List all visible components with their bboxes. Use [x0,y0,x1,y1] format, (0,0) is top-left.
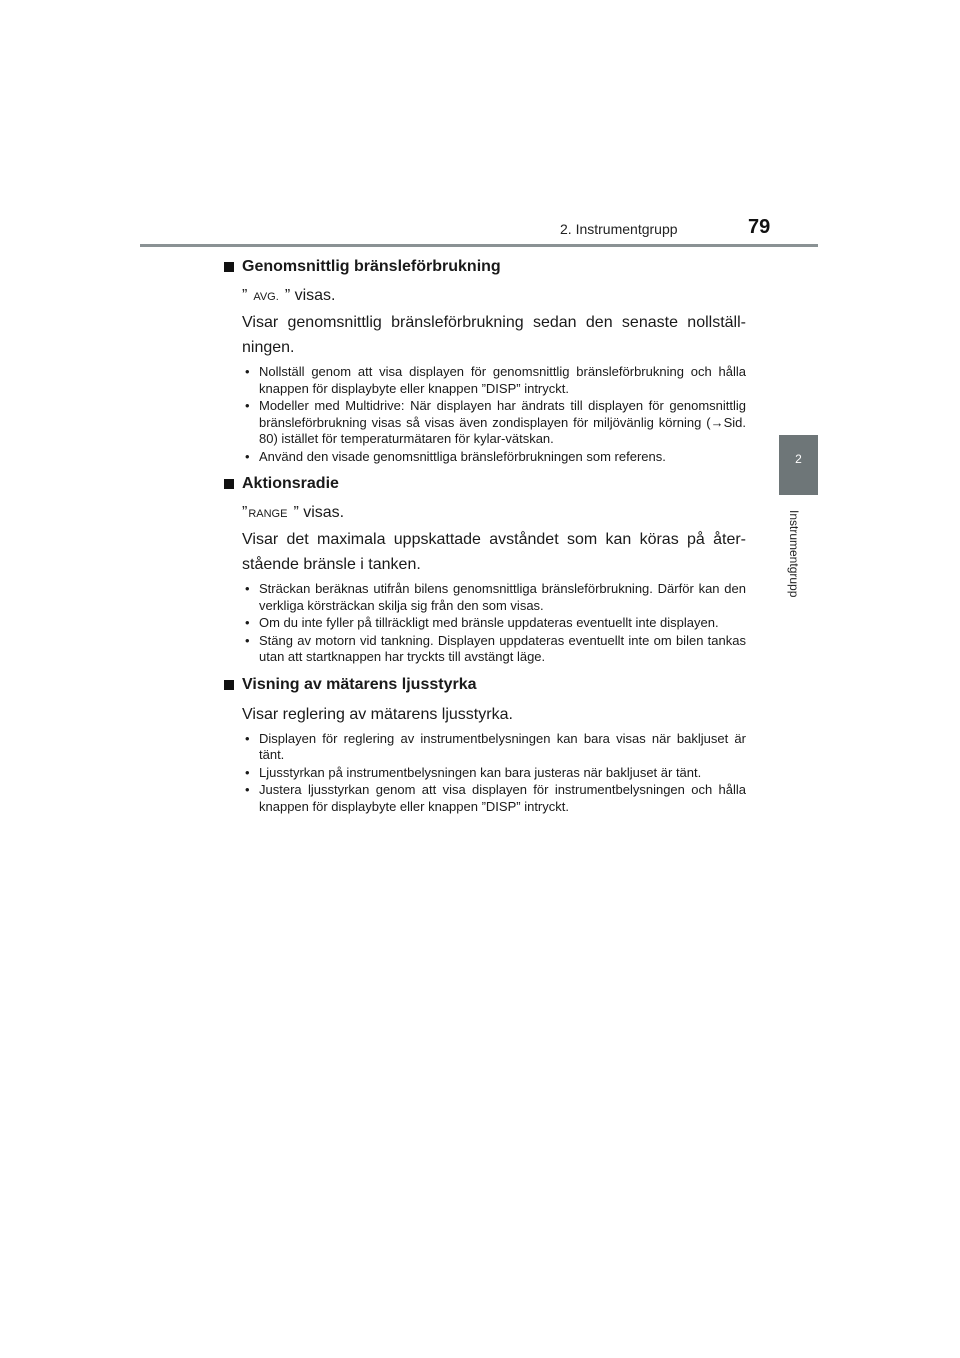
display-caption: ” visas. [284,287,336,304]
section-lead: Visar det maximala uppskattade avståndet som kan köras på åter-stående bränsle i tanken. [242,531,746,573]
quote-open: ” [242,504,248,521]
list-item: • Stäng av motorn vid tankning. Displayen uppdateras eventuellt inte om bilen tankas utan att startknappen har tryckts till avstängt läge. [242,633,746,666]
display-caption: ” visas. [293,504,345,521]
chapter-tab-number: 2 [795,452,802,466]
section-lead: Visar genomsnittlig bränsleförbrukning sedan den senaste nollställ-ningen. [242,314,746,356]
list-item: • Använd den visade genomsnittliga bränsleförbrukningen som referens. [242,449,746,466]
avg-display-symbol: AVG. [253,291,279,303]
notes-list [220,581,746,666]
square-bullet-icon [224,680,234,690]
square-bullet-icon [224,262,234,272]
section-title: Visning av mätarens ljusstyrka [242,675,477,693]
list-item: • Om du inte fyller på tillräckligt med bränsle uppdateras eventuellt inte displayen. [242,615,746,632]
chapter-title: 2. Instrumentgrupp [560,221,678,237]
section-lead: Visar reglering av mätarens ljusstyrka. [242,705,513,723]
list-item: • Nollställ genom att visa displayen för genomsnittlig bränsleförbrukning och hålla knappen för displaybyte eller knappen ”DISP” intryckt. [242,364,746,397]
section-heading [220,473,746,495]
page-number: 79 [748,216,771,238]
section-average-fuel [220,256,746,465]
section-heading [220,674,746,696]
section-range [220,473,746,666]
section-title: Genomsnittlig bränsleförbrukning [242,258,501,275]
section-title: Aktionsradie [242,475,339,492]
chapter-tab-label: Instrumentgrupp [787,510,801,598]
header-rule [140,244,818,247]
display-indicator-line [242,282,746,310]
section-heading [220,256,746,278]
range-display-symbol: RANGE [248,508,288,520]
list-item: • Sträckan beräknas utifrån bilens genomsnittliga bränsleförbrukning. Därför kan den verkliga körsträckan skilja sig från den som visas. [242,581,746,614]
square-bullet-icon [224,479,234,489]
quote-open: ” [242,287,248,304]
list-item: • Modeller med Multidrive: När displayen har ändrats till displayen för genomsnittlig bränsleförbrukning visas så visas även zondisplayen för miljövänlig körning (→Sid. 80) istället för temperaturmätaren för kylar-vätskan. [242,398,746,448]
list-item: • Justera ljusstyrkan genom att visa displayen för instrumentbelysningen och hålla knappen för displaybyte eller knappen ”DISP” intryckt. [242,782,746,815]
list-item: • Ljusstyrkan på instrumentbelysningen kan bara justeras när bakljuset är tänt. [242,765,746,782]
display-indicator-line [242,499,746,527]
page-content [220,256,746,823]
notes-list [220,364,746,465]
notes-list [220,731,746,816]
list-item: • Displayen för reglering av instrumentbelysningen kan bara visas när bakljuset är tänt. [242,731,746,764]
section-brightness [220,674,746,816]
